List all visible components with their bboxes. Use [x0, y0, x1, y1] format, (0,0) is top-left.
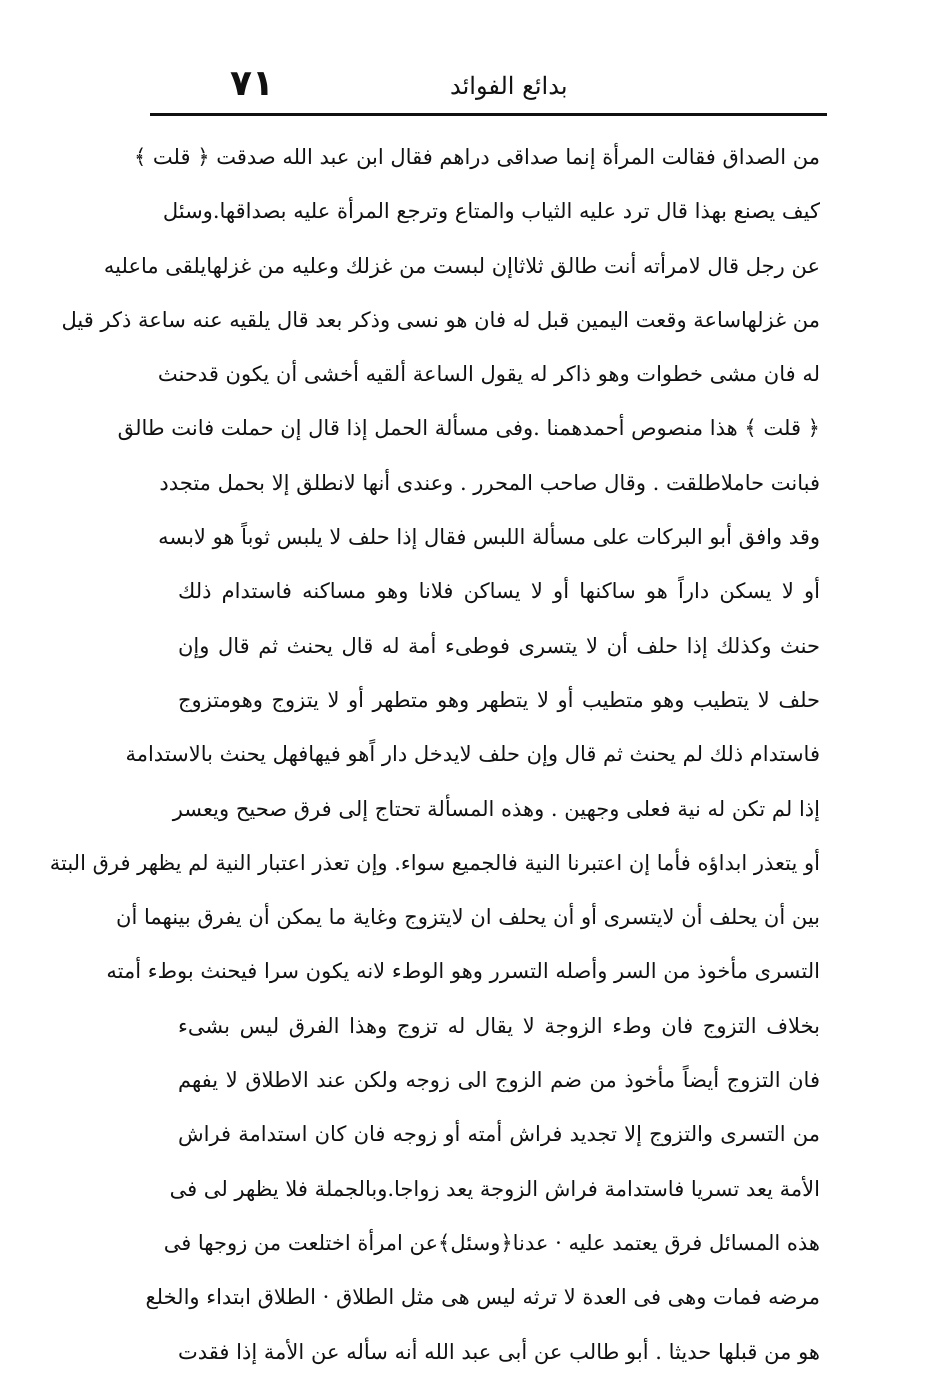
text-line: أو يتعذر ابداؤه فأما إن اعتبرنا النية فالجميع سواء. وإن تعذر اعتبار النية لم يظهر فرق البتة — [49, 850, 820, 875]
text-line: هذه المسائل فرق يعتمد عليه · عدنا﴿وسئل﴾عن امرأة اختلعت من زوجها فى — [163, 1230, 820, 1255]
page-header — [150, 62, 830, 110]
text-line: بخلاف التزوج فان وطء الزوجة لا يقال له تزوج وهذا الفرق ليس بشىء — [178, 1013, 820, 1038]
text-line: فان التزوج أيضاً مأخوذ من ضم الزوج الى زوجه ولكن عند الاطلاق لا يفهم — [178, 1068, 820, 1093]
text-line: كيف يصنع بهذا قال ترد عليه الثياب والمتاع وترجع المرأة عليه بصداقها.وسئل — [162, 199, 820, 224]
text-line: حنث وكذلك إذا حلف أن لا يتسرى فوطىء أمة له قال يحنث ثم قال وإن — [178, 633, 820, 658]
text-line: عن رجل قال لامرأته أنت طالق ثلاثاإن لبست من غزلك وعليه من غزلهايلقى ماعليه — [103, 253, 820, 278]
text-line: من الصداق فقالت المرأة إنما صداقى دراهم فقال ابن عبد الله صدقت ﴿ قلت ﴾ — [133, 145, 820, 169]
text-line: هو من قبلها حديثا . أبو طالب عن أبى عبد الله أنه سأله عن الأمة إذا فقدت — [178, 1339, 820, 1364]
page-number: ٧١ — [230, 63, 274, 104]
text-line: ﴿ قلت ﴾ هذا منصوص أحمدهمنا .وفى مسألة الحمل إذا قال إن حملت فانت طالق — [117, 416, 820, 441]
text-line: التسرى مأخوذ من السر وأصله التسرر وهو الوطء لانه يكون سرا فيحنث بوطء أمته — [106, 959, 820, 984]
header-rule — [150, 113, 827, 116]
text-line: له فان مشى خطوات وهو ذاكر له يقول الساعة ألقيه أخشى أن يكون قدحنث — [157, 362, 820, 387]
text-line: فبانت حاملاطلقت . وقال صاحب المحرر . وعندى أنها لانطلق إلا بحمل متجدد — [159, 470, 820, 495]
text-line: الأمة يعد تسريا فاستدامة فراش الزوجة يعد زواجا.وبالجملة فلا يظهر لى فى — [169, 1176, 820, 1201]
text-line: أو لا يسكن داراً هو ساكنها أو لا يساكن فلانا وهو مساكنه فاستدام ذلك — [178, 579, 820, 604]
body-text — [49, 130, 820, 1379]
text-line: حلف لا يتطيب وهو متطيب أو لا يتطهر وهو متطهر أو لا يتزوج وهومتزوج — [178, 687, 820, 712]
text-line: من غزلهاساعة وقعت اليمين قبل له فان هو نسى وذكر بعد قال يلقيه عنه ساعة ذكر قيل — [61, 307, 820, 332]
text-line: إذا لم تكن له نية فعلى وجهين . وهذه المسألة تحتاج إلى فرق صحيح ويعسر — [172, 796, 820, 821]
text-line: من التسرى والتزوج إلا تجديد فراش أمته أو زوجه فان كان استدامة فراش — [178, 1122, 820, 1147]
text-line: بين أن يحلف أن لايتسرى أو أن يحلف ان لايتزوج وغاية ما يمكن أن يفرق بينهما أن — [116, 905, 820, 930]
text-line: مرضه فمات وهى فى العدة لا ترثه ليس هى مثل الطلاق · الطلاق ابتداء والخلع — [145, 1285, 820, 1310]
running-title: بدائع الفوائد — [450, 72, 568, 100]
text-line: فاستدام ذلك لم يحنث ثم قال وإن حلف لايدخل دار اًهو فيهافهل يحنث بالاستدامة — [125, 742, 820, 767]
text-line: وقد وافق أبو البركات على مسألة اللبس فقال إذا حلف لا يلبس ثوباً هو لابسه — [158, 525, 820, 550]
